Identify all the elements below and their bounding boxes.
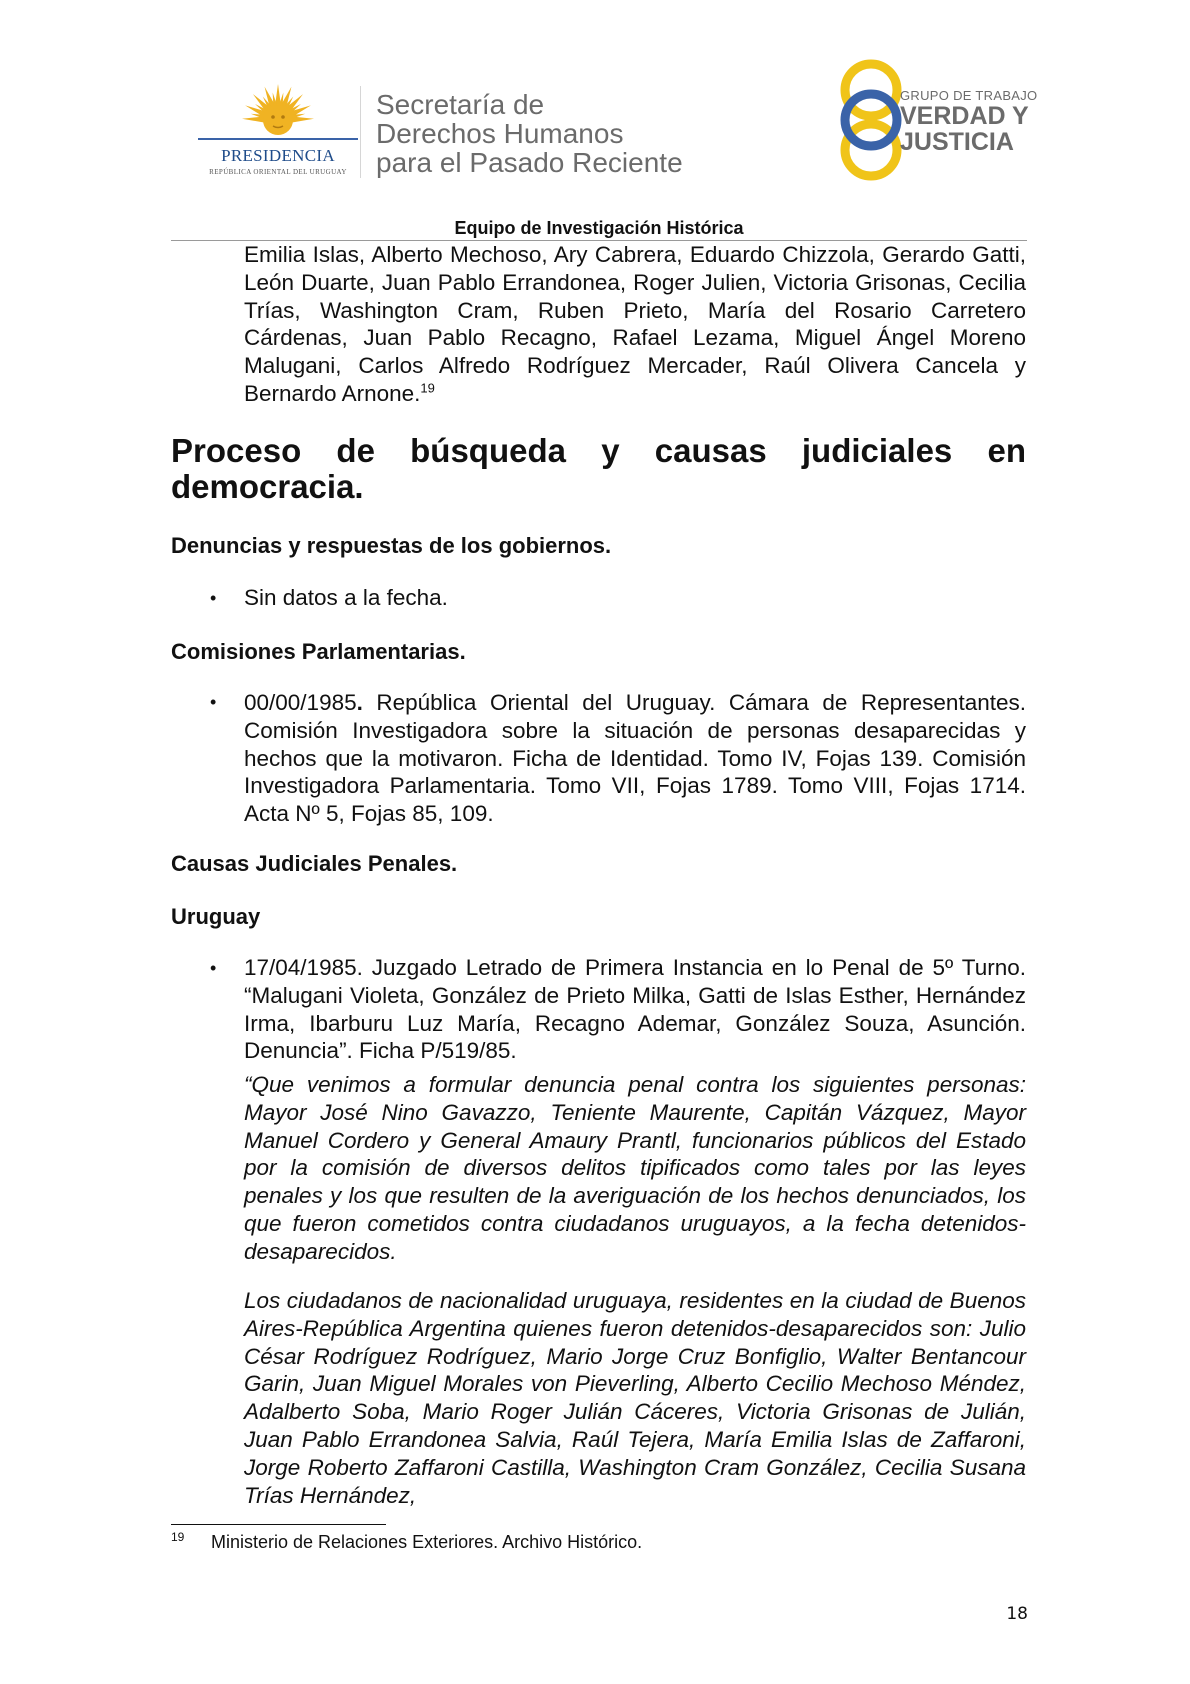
quote-paragraph-1: “Que venimos a formular denuncia penal contra los siguientes personas: Mayor José Nino Gavazzo, Teniente Maurente, Capitán Vázquez, Mayor Manuel Cordero y General Amaury Prantl, funcionarios públicos del Estado por la comisión de diversos delitos tipificados como tales por las leyes penales y los que resulten de la averiguación de los hechos denunciados, los que fueron cometidos contra ciudadanos uruguayos, a la fecha detenidos-desaparecidos. xyxy=(244,1072,1026,1264)
justicia-label: JUSTICIA xyxy=(900,128,1014,156)
causas-item: 17/04/1985. Juzgado Letrado de Primera Instancia en lo Penal de 5º Turno. “Malugani Violeta, González de Prieto Milka, Gatti de Islas Esther, Hernández Irma, Ibarburu Luz María, Recagno Ademar, González Souza, Asunción. Denuncia”. Ficha P/519/85. xyxy=(244,955,1026,1064)
grupo-trabajo-label: GRUPO DE TRABAJO xyxy=(900,88,1038,103)
secretaria-wordmark xyxy=(376,90,683,177)
bullet-icon: • xyxy=(210,958,217,978)
footnote-text: Ministerio de Relaciones Exteriores. Archivo Histórico. xyxy=(211,1532,643,1552)
bullet-icon: • xyxy=(210,588,217,608)
secretaria-line-2: Derechos Humanos xyxy=(376,118,624,149)
grupo-trabajo-wordmark xyxy=(900,88,1037,155)
secretaria-line-3: para el Pasado Reciente xyxy=(376,147,683,178)
republica-label: REPÚBLICA ORIENTAL DEL URUGUAY xyxy=(209,168,347,176)
presidencia-logo xyxy=(198,82,358,180)
comisiones-date: 00/00/1985 xyxy=(244,690,357,715)
comisiones-heading: Comisiones Parlamentarias. xyxy=(171,639,466,664)
denuncias-item: Sin datos a la fecha. xyxy=(244,585,448,610)
comisiones-date-suffix: . xyxy=(356,690,363,715)
section-title: Proceso de búsqueda y causas judiciales en democracia. xyxy=(171,432,1026,505)
footnote-ref: 19 xyxy=(420,380,435,396)
secretaria-line-1: Secretaría de xyxy=(376,89,545,120)
bullet-icon: • xyxy=(210,692,217,712)
quote-paragraph-2: Los ciudadanos de nacionalidad uruguaya, residentes en la ciudad de Buenos Aires-República Argentina quienes fueron detenidos-desaparecidos son: Julio César Rodríguez Rodríguez, Mario Jorge Cruz Bonfiglio, Walter Bentancour Garin, Juan Miguel Morales von Pieverling, Alberto Cecilio Mechoso Méndez, Adalberto Soba, Mario Roger Julián Cáceres, Victoria Grisonas de Julián, Juan Pablo Errandonea Salvia, Raúl Tejera, María Emilia Islas de Zaffaroni, Jorge Roberto Zaffaroni Castilla, Washington Cram González, Cecilia Susana Trías Hernández, xyxy=(244,1288,1026,1508)
causas-heading: Causas Judiciales Penales. xyxy=(171,851,458,876)
denuncias-heading: Denuncias y respuestas de los gobiernos. xyxy=(171,533,612,558)
header-subtitle: Equipo de Investigación Histórica xyxy=(454,218,744,238)
sun-icon xyxy=(198,82,358,148)
intro-text: Emilia Islas, Alberto Mechoso, Ary Cabrera, Eduardo Chizzola, Gerardo Gatti, León Duarte, Juan Pablo Errandonea, Roger Julien, Victoria Grisonas, Cecilia Trías, Washington Cram, Ruben Prieto, María del Rosario Carretero Cárdenas, Juan Pablo Recagno, Rafael Lezama, Miguel Ángel Moreno Malugani, Carlos Alfredo Rodríguez Mercader, Raúl Olivera Cancela y Bernardo Arnone. xyxy=(244,242,1026,406)
intro-paragraph xyxy=(244,241,1026,408)
comisiones-item xyxy=(244,689,1026,828)
uruguay-subheading: Uruguay xyxy=(171,904,261,929)
page-number: 18 xyxy=(1006,1604,1028,1624)
footnote-number: 19 xyxy=(171,1530,185,1544)
logo-divider xyxy=(360,86,361,178)
verdad-label: VERDAD Y xyxy=(900,102,1029,130)
footnote-divider xyxy=(171,1524,386,1525)
presidencia-label: PRESIDENCIA xyxy=(221,146,335,165)
comisiones-text: República Oriental del Uruguay. Cámara de Representantes. Comisión Investigadora sobre la situación de personas desaparecidas y hechos que la motivaron. Ficha de Identidad. Tomo IV, Fojas 139. Comisión Investigadora Parlamentaria. Tomo VII, Fojas 1789. Tomo VIII, Fojas 1714. Acta Nº 5, Fojas 85, 109. xyxy=(244,690,1026,827)
